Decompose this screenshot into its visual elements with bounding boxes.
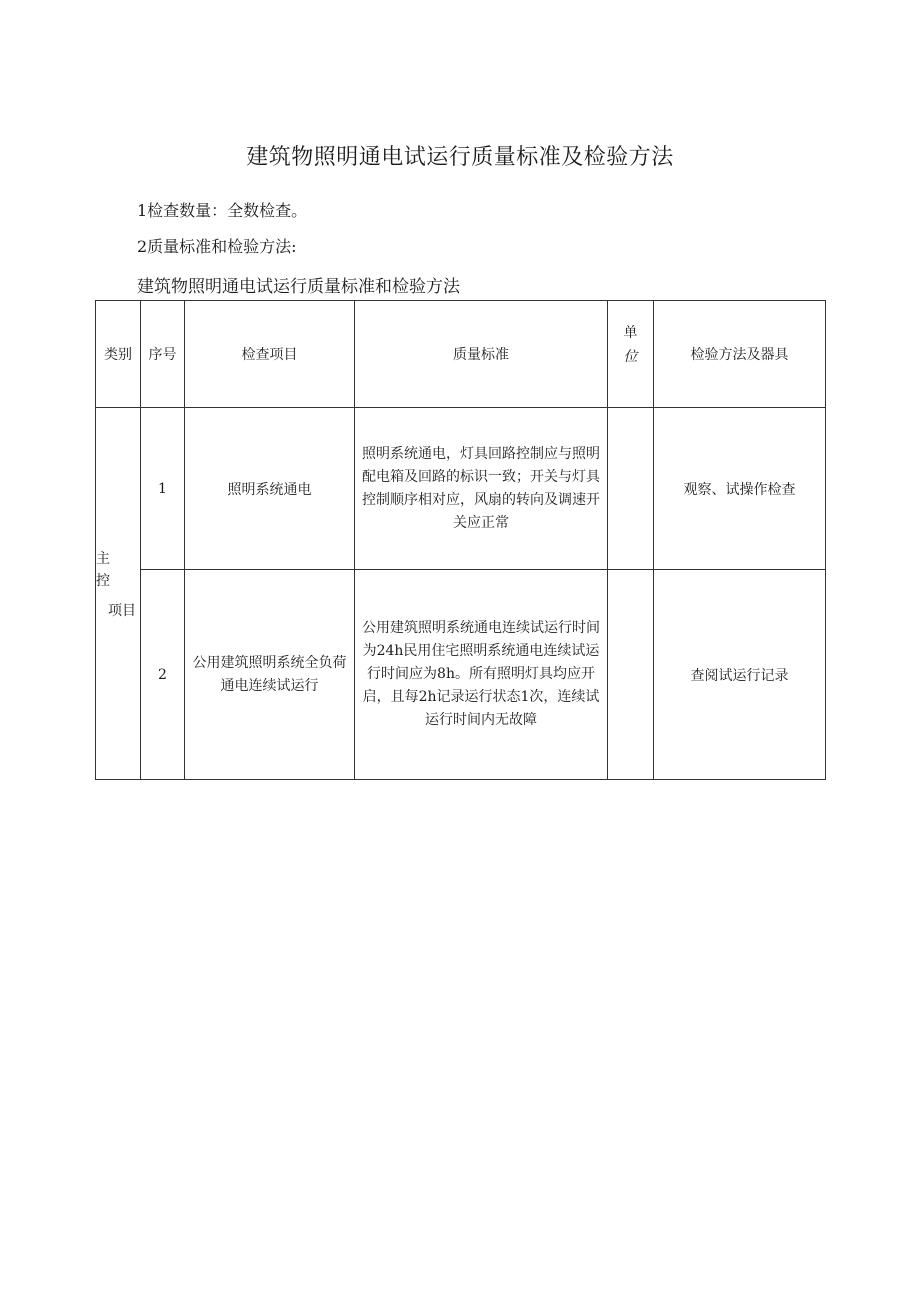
row-unit [608, 408, 654, 570]
quality-standard-heading: 2质量标准和检验方法: [137, 237, 297, 256]
category-label-main: 主 控 [96, 551, 110, 589]
category-cell [96, 408, 141, 780]
document-title: 建筑物照明通电试运行质量标准及检验方法 [246, 145, 674, 170]
header-seq: 序号 [141, 301, 185, 408]
header-unit-line1: 单 [623, 325, 638, 341]
row-seq: 2 [141, 570, 185, 780]
header-item: 检查项目 [185, 301, 355, 408]
row-item: 公用建筑照明系统全负荷通电连续试运行 [185, 570, 355, 780]
row-method: 查阅试运行记录 [654, 570, 826, 780]
category-label-items: 项目 [108, 603, 136, 619]
table-row [96, 408, 826, 570]
header-method: 检验方法及器具 [654, 301, 826, 408]
inspection-quantity: 1检查数量：全数检查。 [137, 201, 308, 220]
table-header-row [96, 301, 826, 408]
header-category: 类别 [96, 301, 141, 408]
row-standard: 照明系统通电，灯具回路控制应与照明配电箱及回路的标识一致；开关与灯具控制顺序相对应，风扇的转向及调速开关应正常 [355, 408, 608, 570]
header-unit [608, 301, 654, 408]
table-title: 建筑物照明通电试运行质量标准和检验方法 [137, 277, 460, 297]
quality-standard-table [95, 300, 826, 780]
header-unit-line2: 位 [623, 349, 638, 365]
row-item: 照明系统通电 [185, 408, 355, 570]
table-row [96, 570, 826, 780]
row-method: 观察、试操作检查 [654, 408, 826, 570]
row-standard: 公用建筑照明系统通电连续试运行时间为24h民用住宅照明系统通电连续试运行时间应为8h。所有照明灯具均应开启，且每2h记录运行状态1次，连续试运行时间内无故障 [355, 570, 608, 780]
header-standard: 质量标准 [355, 301, 608, 408]
row-seq: 1 [141, 408, 185, 570]
row-unit [608, 570, 654, 780]
